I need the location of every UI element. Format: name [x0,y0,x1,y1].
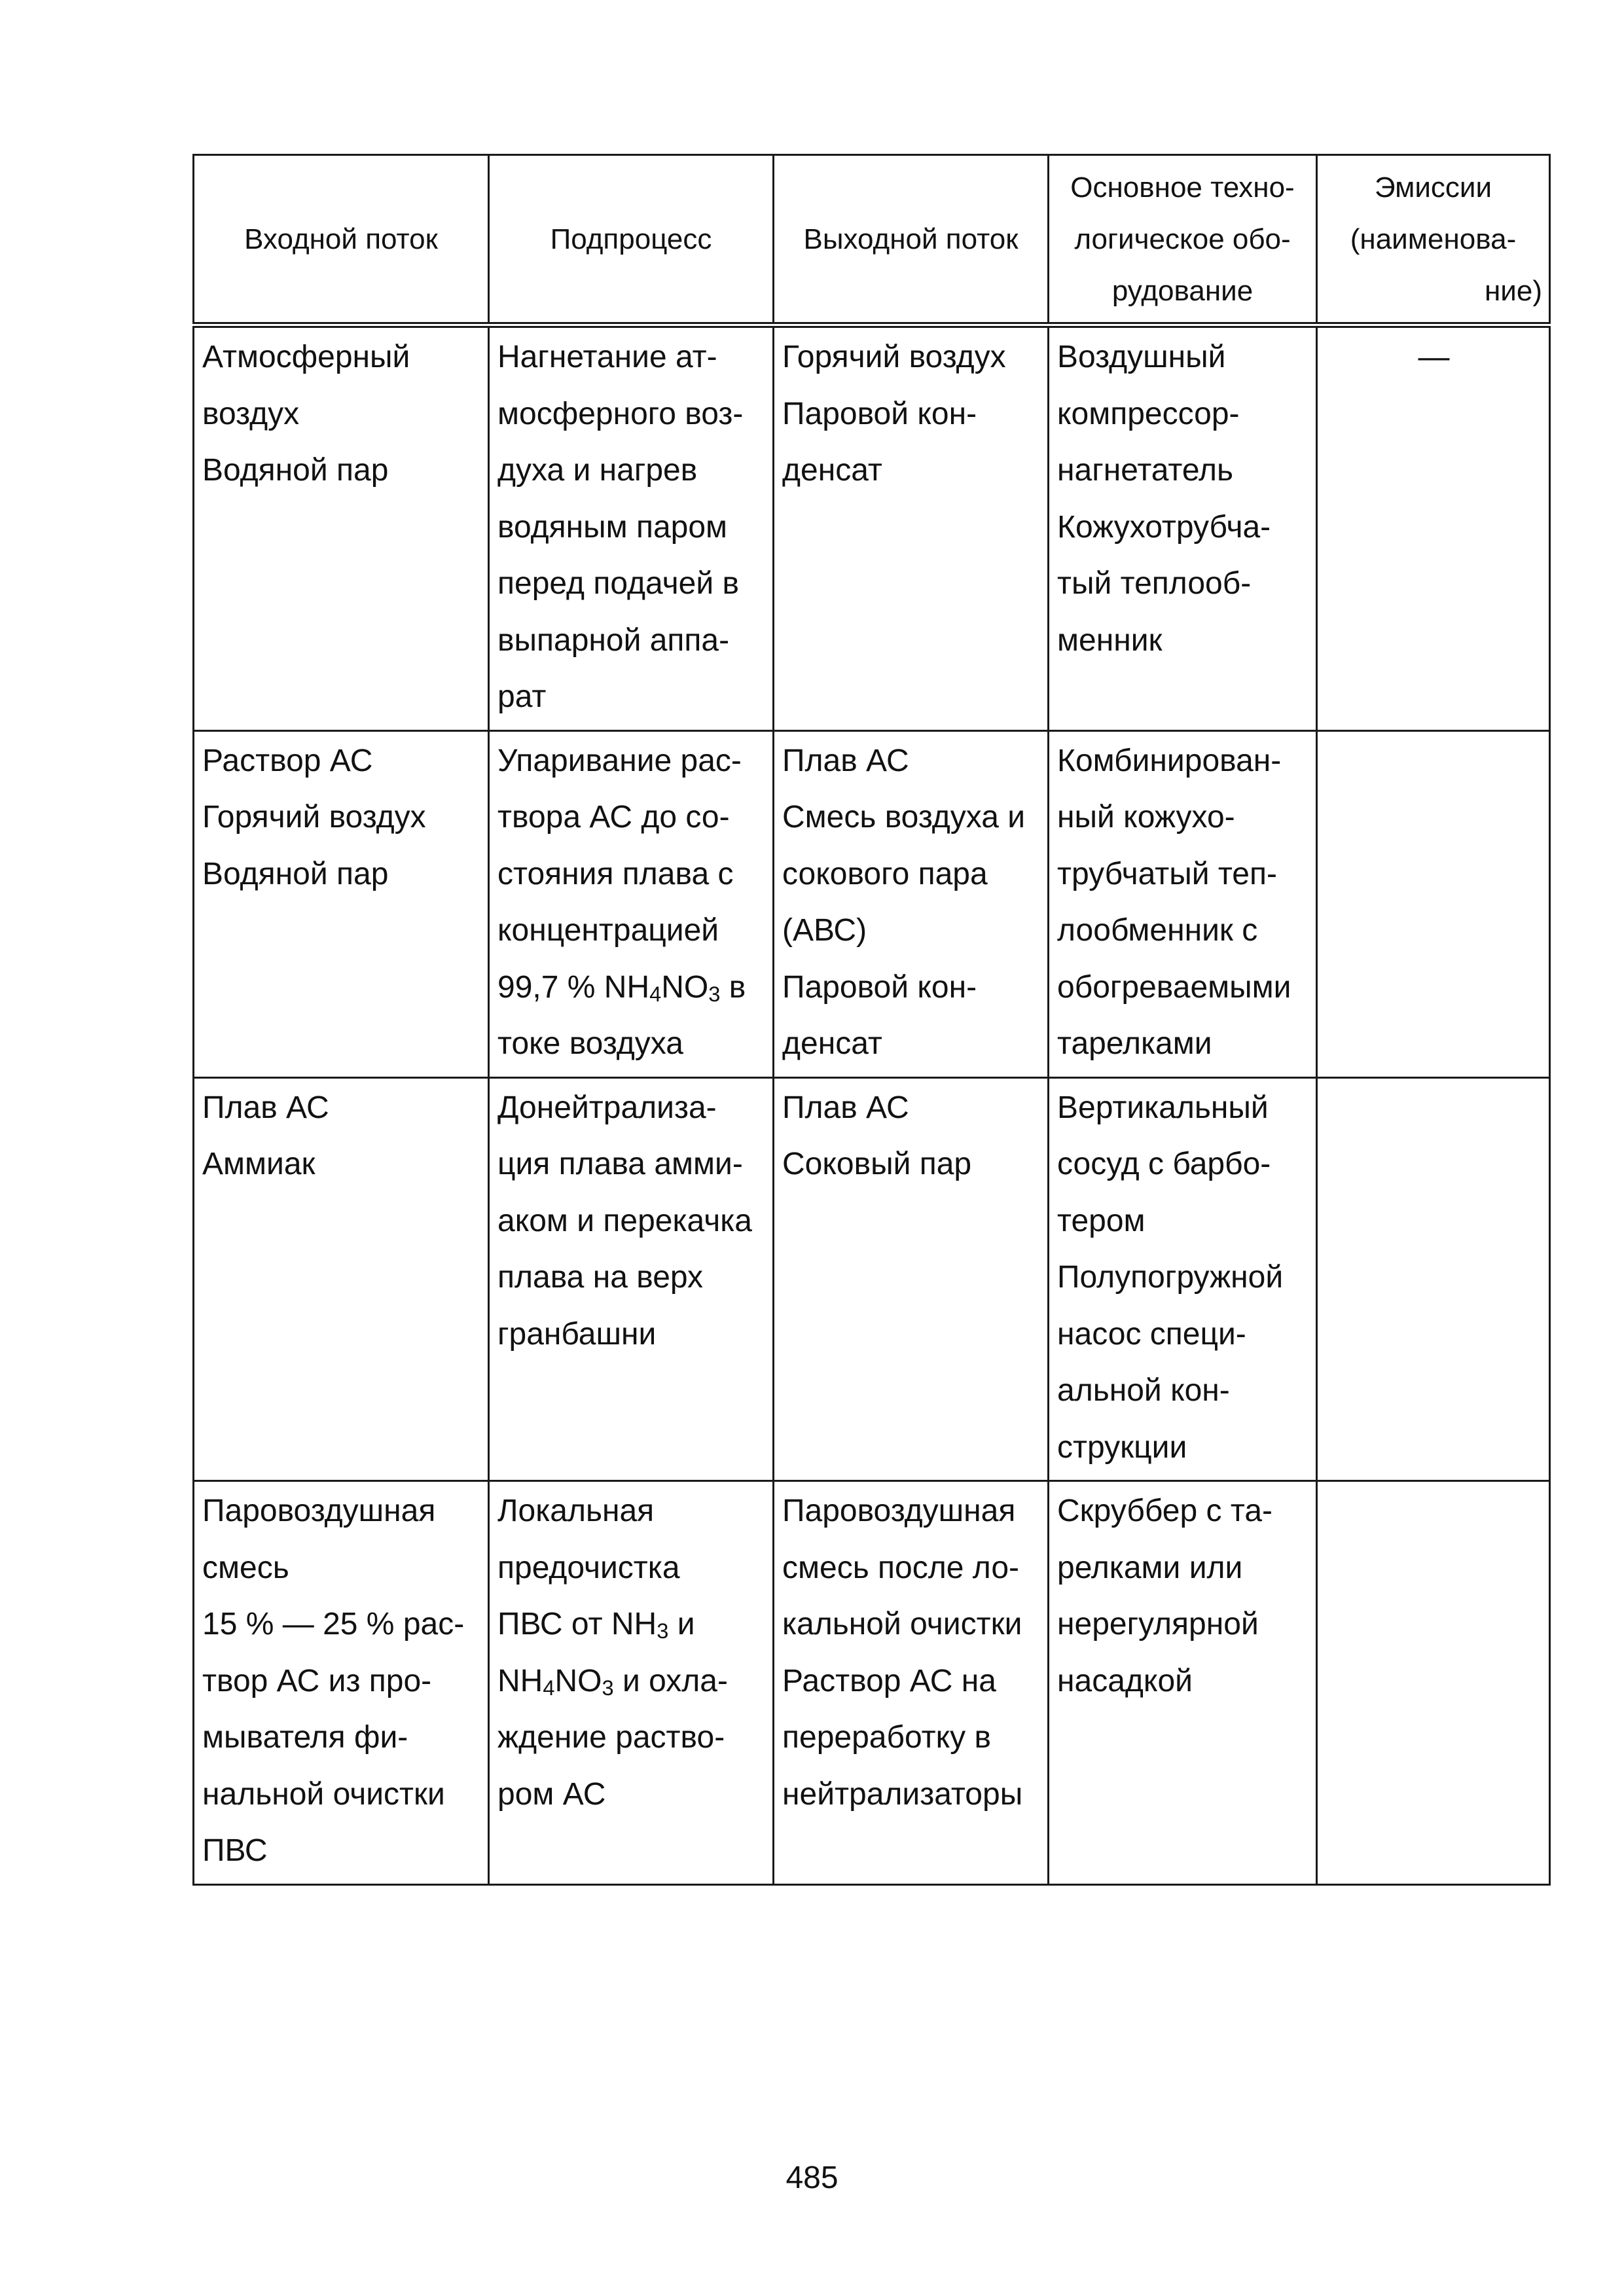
cell-text-line: смесь [202,1550,289,1585]
cell-text-line: Локальная [497,1494,655,1528]
equipment-table [192,154,1551,1886]
cell-text-line: нейтрализаторы [782,1776,1023,1812]
cell-text-line: $NH_4NO_3$ и охла- [497,1663,728,1700]
cell-text-line: мосферного воз- [497,396,744,431]
cell-text-line: — [1418,340,1450,374]
cell-input [194,1481,489,1885]
cell-text-line: Водяной пар [202,453,389,488]
header-text-line: логическое обо- [1074,223,1291,255]
cell-equipment [1049,325,1317,731]
cell-subprocess [489,325,774,731]
table-row [194,1481,1550,1885]
cell-emissions [1317,325,1550,731]
cell-text-line: тером [1057,1203,1146,1238]
page-number: 485 [785,2161,839,2195]
cell-text-line: менник [1057,622,1163,658]
cell-text-line: предочистка [497,1550,680,1585]
cell-text-line: плава на верх [497,1260,704,1295]
cell-output [774,325,1049,731]
cell-text-line: Плав АС [782,1090,909,1125]
cell-output [774,730,1049,1077]
cell-equipment [1049,730,1317,1077]
cell-text-line: Донейтрализа- [497,1090,717,1125]
cell-text-line: Соковый пар [782,1147,972,1181]
cell-text-line: обогреваемыми [1057,969,1291,1005]
cell-text-line: компрессор- [1057,396,1240,431]
cell-text-line: ждение раство- [497,1720,725,1755]
header-equipment [1049,155,1317,325]
table-row [194,325,1550,731]
cell-input [194,1077,489,1481]
cell-text-line: Нагнетание ат- [497,340,717,374]
header-output-flow [774,155,1049,325]
header-text-line: Входной поток [244,223,438,255]
header-input-flow [194,155,489,325]
cell-output [774,1481,1049,1885]
cell-text-line: ПВС [202,1833,268,1868]
cell-text-line: Раствор АС на [782,1663,996,1698]
cell-text-line: мывателя фи- [202,1720,408,1755]
header-text-line: ние) [1485,274,1542,307]
cell-text-line: аком и перекачка [497,1203,752,1238]
cell-text-line: воздух [202,396,300,431]
cell-text-line: Водяной пар [202,856,389,891]
cell-equipment [1049,1077,1317,1481]
cell-text-line: Плав АС [782,743,909,778]
cell-output [774,1077,1049,1481]
cell-text-line: водяным паром [497,509,728,545]
cell-emissions [1317,1077,1550,1481]
cell-text-line: Атмосферный [202,340,410,374]
cell-text-line: ный кожухо- [1057,800,1235,834]
cell-text-line: гранбашни [497,1316,657,1352]
cell-text-line: струкции [1057,1429,1187,1465]
cell-text-line: 15 % — 25 % рас- [202,1607,465,1641]
cell-text-line: денсат [782,453,882,488]
cell-text-line: насос специ- [1057,1316,1246,1352]
cell-text-line: кальной очистки [782,1607,1022,1641]
cell-text-line: Плав АС [202,1090,329,1125]
cell-text-line: Аммиак [202,1147,316,1181]
cell-text-line: Паровоздушная [202,1494,436,1528]
cell-text-line: твора АС до со- [497,800,730,834]
header-subprocess [489,155,774,325]
cell-text-line: Горячий воздух [782,340,1006,374]
table-body [194,325,1550,1885]
header-row [194,155,1550,325]
header-text-line: Подпроцесс [550,223,712,255]
cell-text-line: Паровой кон- [782,969,977,1005]
cell-text-line: стояния плава с [497,856,734,891]
cell-text-line: сокового пара [782,856,988,891]
table-row [194,1077,1550,1481]
header-text-line: Выходной поток [803,223,1019,255]
cell-text-line: лообменник с [1057,913,1258,948]
cell-text-line: тый теплооб- [1057,566,1252,601]
cell-text-line: Кожухотрубча- [1057,509,1271,545]
cell-text-line: ПВС от $NH_3$ и [497,1607,695,1643]
cell-text-line: Паровой кон- [782,396,977,431]
header-text-line: (наименова- [1350,223,1517,255]
cell-equipment [1049,1481,1317,1885]
cell-text-line: рат [497,679,547,714]
cell-text-line: Вертикальный [1057,1090,1269,1125]
cell-text-line: альной кон- [1057,1373,1230,1408]
cell-text-line: ция плава амми- [497,1147,743,1181]
table-row [194,730,1550,1077]
cell-text-line: ром АС [497,1776,606,1812]
cell-text-line: Паровоздушная [782,1494,1016,1528]
cell-text-line: перед подачей в [497,566,739,601]
cell-text-line: Смесь воздуха и [782,800,1026,834]
cell-text-line: нагнетатель [1057,453,1233,488]
cell-text-line: нальной очистки [202,1776,445,1812]
cell-input [194,730,489,1077]
cell-text-line: релками или [1057,1550,1243,1585]
cell-text-line: Раствор АС [202,743,373,778]
cell-text-line: духа и нагрев [497,453,698,488]
cell-text-line: насадкой [1057,1663,1193,1698]
cell-text-line: трубчатый теп- [1057,856,1277,891]
cell-text-line: сосуд с барбо- [1057,1147,1271,1181]
cell-text-line: Полупогружной [1057,1260,1284,1295]
cell-subprocess [489,1481,774,1885]
cell-text-line: 99,7 % $NH_4NO_3$ в [497,969,746,1006]
cell-text-line: тарелками [1057,1026,1212,1061]
table-header [194,155,1550,325]
cell-text-line: Комбинирован- [1057,743,1282,778]
cell-text-line: Упаривание рас- [497,743,742,778]
cell-text-line: смесь после ло- [782,1550,1019,1585]
cell-text-line: токе воздуха [497,1026,683,1061]
header-text-line: Основное техно- [1070,171,1295,204]
cell-text-line: выпарной аппа- [497,622,730,658]
cell-emissions [1317,1481,1550,1885]
cell-text-line: Скруббер с та- [1057,1494,1272,1528]
cell-input [194,325,489,731]
cell-text-line: твор АС из про- [202,1663,432,1698]
cell-text-line: Воздушный [1057,340,1226,374]
cell-text-line: (АВС) [782,913,867,948]
cell-text-line: денсат [782,1026,882,1061]
header-text-line: рудование [1111,274,1254,307]
cell-emissions [1317,730,1550,1077]
cell-text-line: Горячий воздух [202,800,426,834]
cell-subprocess [489,1077,774,1481]
cell-text-line: концентрацией [497,913,719,948]
header-emissions [1317,155,1550,325]
cell-text-line: нерегулярной [1057,1607,1259,1641]
cell-subprocess [489,730,774,1077]
header-text-line: Эмиссии [1374,171,1492,204]
cell-text-line: переработку в [782,1720,991,1755]
